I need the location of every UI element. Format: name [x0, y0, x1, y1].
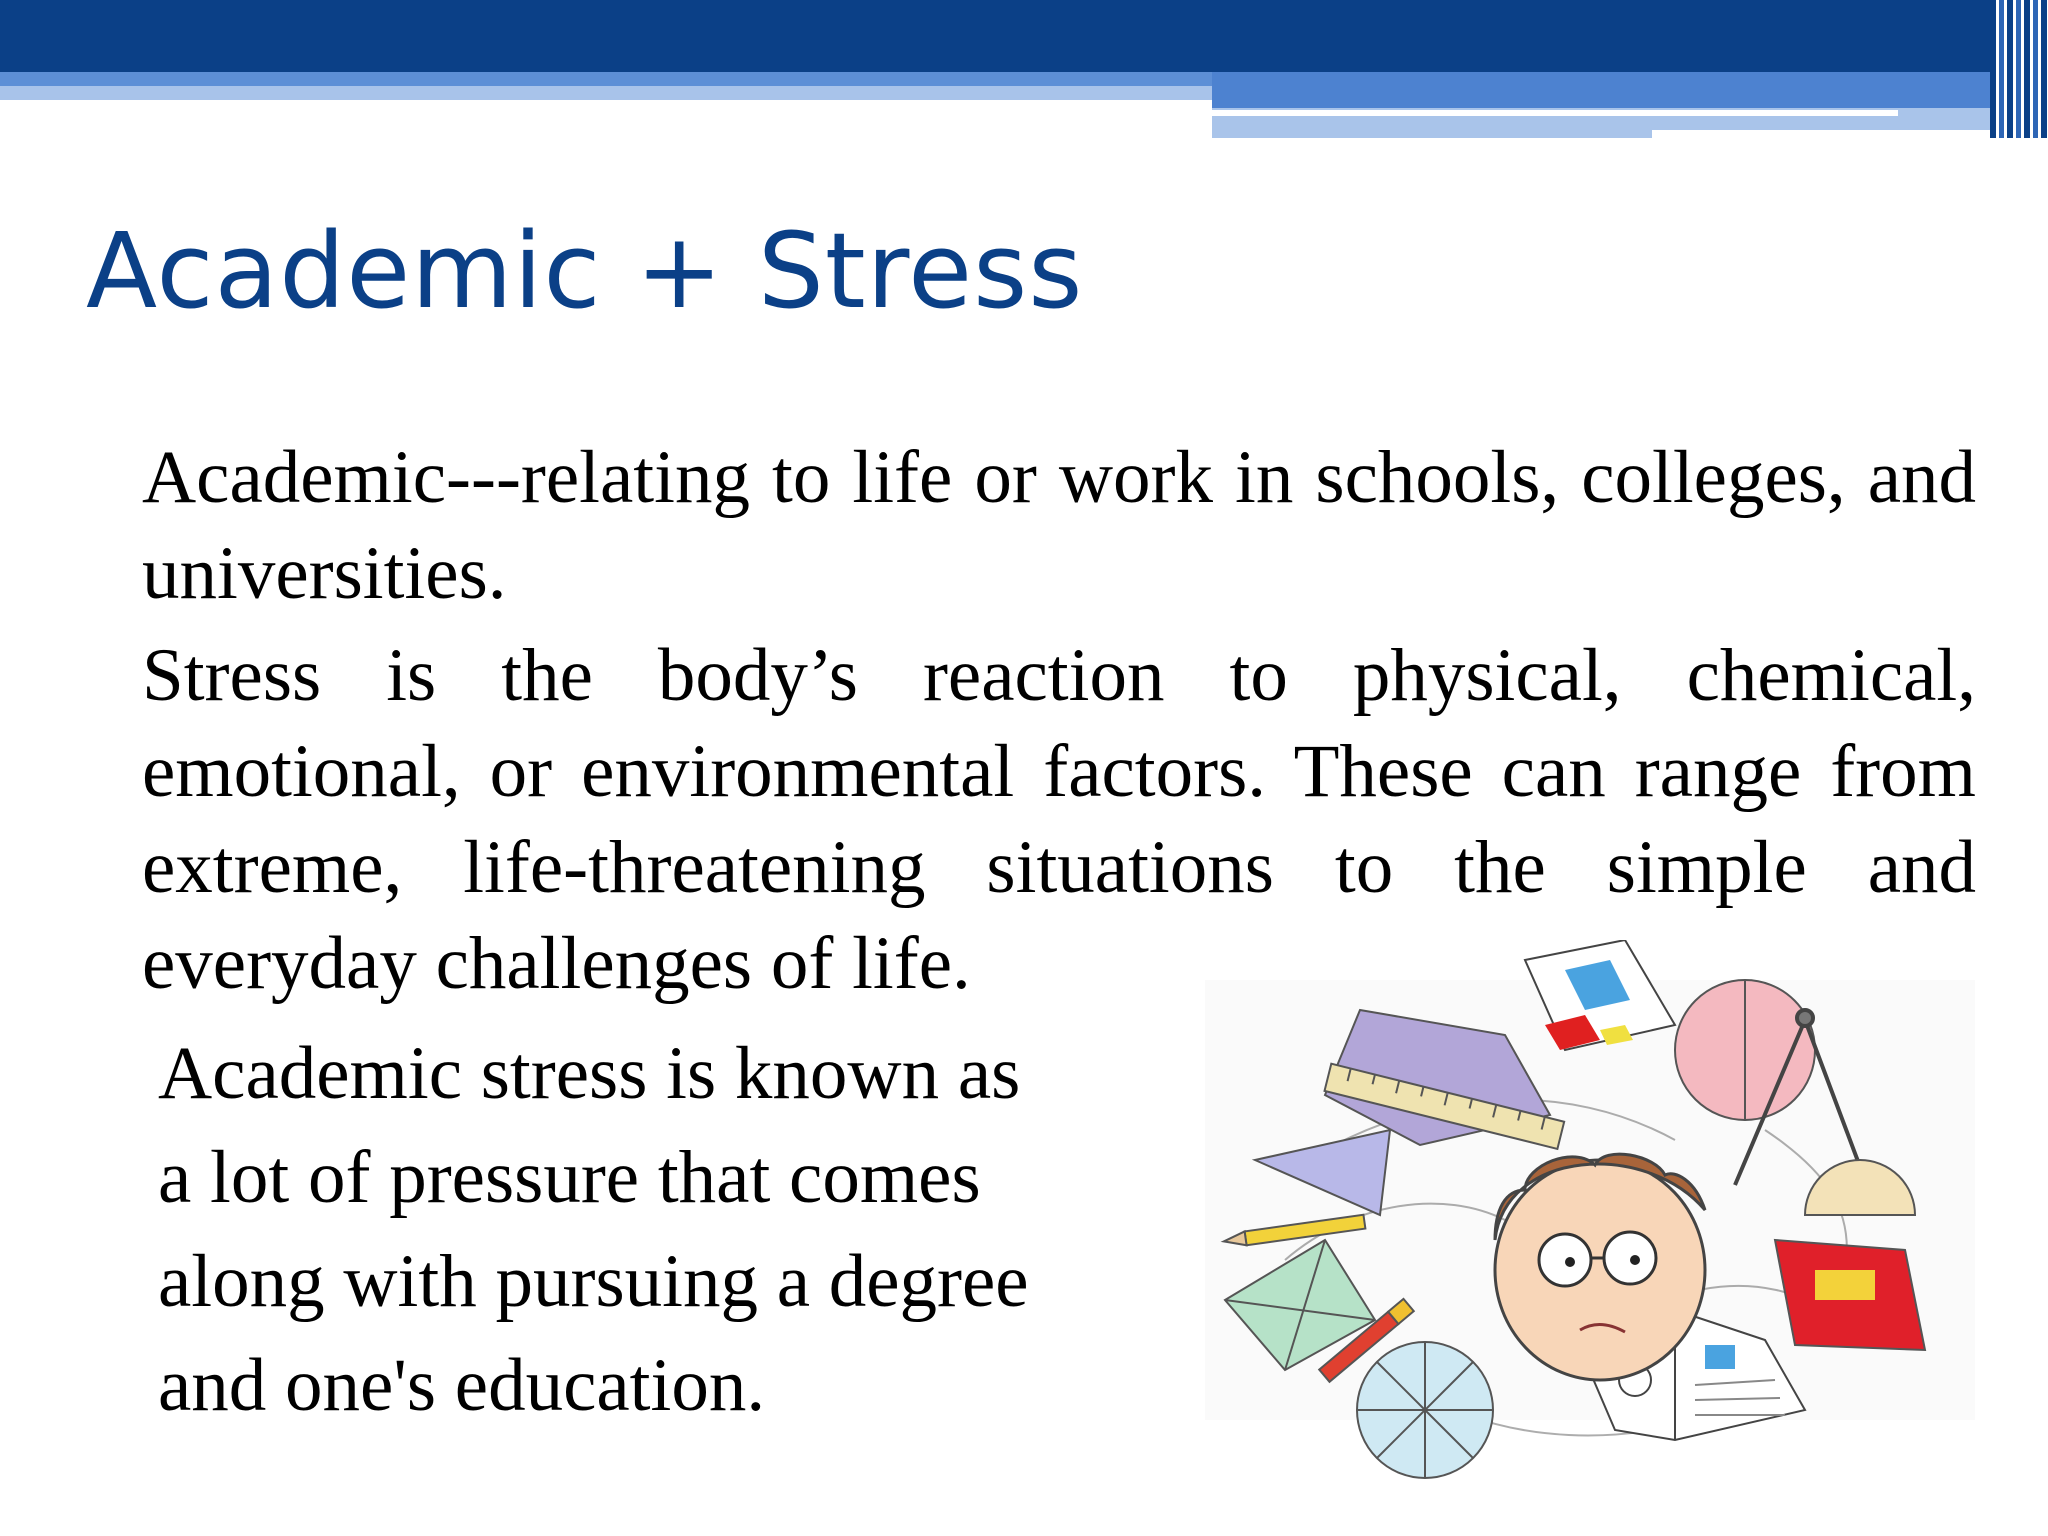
header-stripes — [1990, 0, 2048, 138]
academic-stress-text — [158, 1022, 1158, 1438]
header-bar-light — [0, 86, 1212, 100]
academic-stress-line: Academic stress is known as — [158, 1032, 1021, 1115]
academic-stress-line: along with pursuing a degree — [158, 1240, 1029, 1323]
slide-title: Academic + Stress — [86, 210, 1084, 332]
academic-stress-line: a lot of pressure that comes — [158, 1136, 981, 1219]
header-bar-right — [1212, 72, 2012, 108]
stressed-student-illustration-icon — [1205, 940, 1975, 1480]
folder-icon — [1775, 1240, 1925, 1350]
stress-definition: Stress is the body’s reaction to physical, chemical, emotional, or environmental factors. These can range from extreme, life-threatening situations to the simple and everyday challenges of life. — [142, 634, 1976, 1005]
header-bar-mid — [0, 72, 1212, 86]
header-white-line-short — [1652, 130, 2012, 138]
academic-definition: Academic---relating to life or work in schools, colleges, and universities. — [142, 436, 1976, 615]
header-white-line — [1212, 110, 1898, 116]
header-bar-dark — [0, 0, 2048, 72]
umbrella-icon — [1357, 1342, 1493, 1478]
academic-stress-line: and one's education. — [158, 1344, 766, 1427]
